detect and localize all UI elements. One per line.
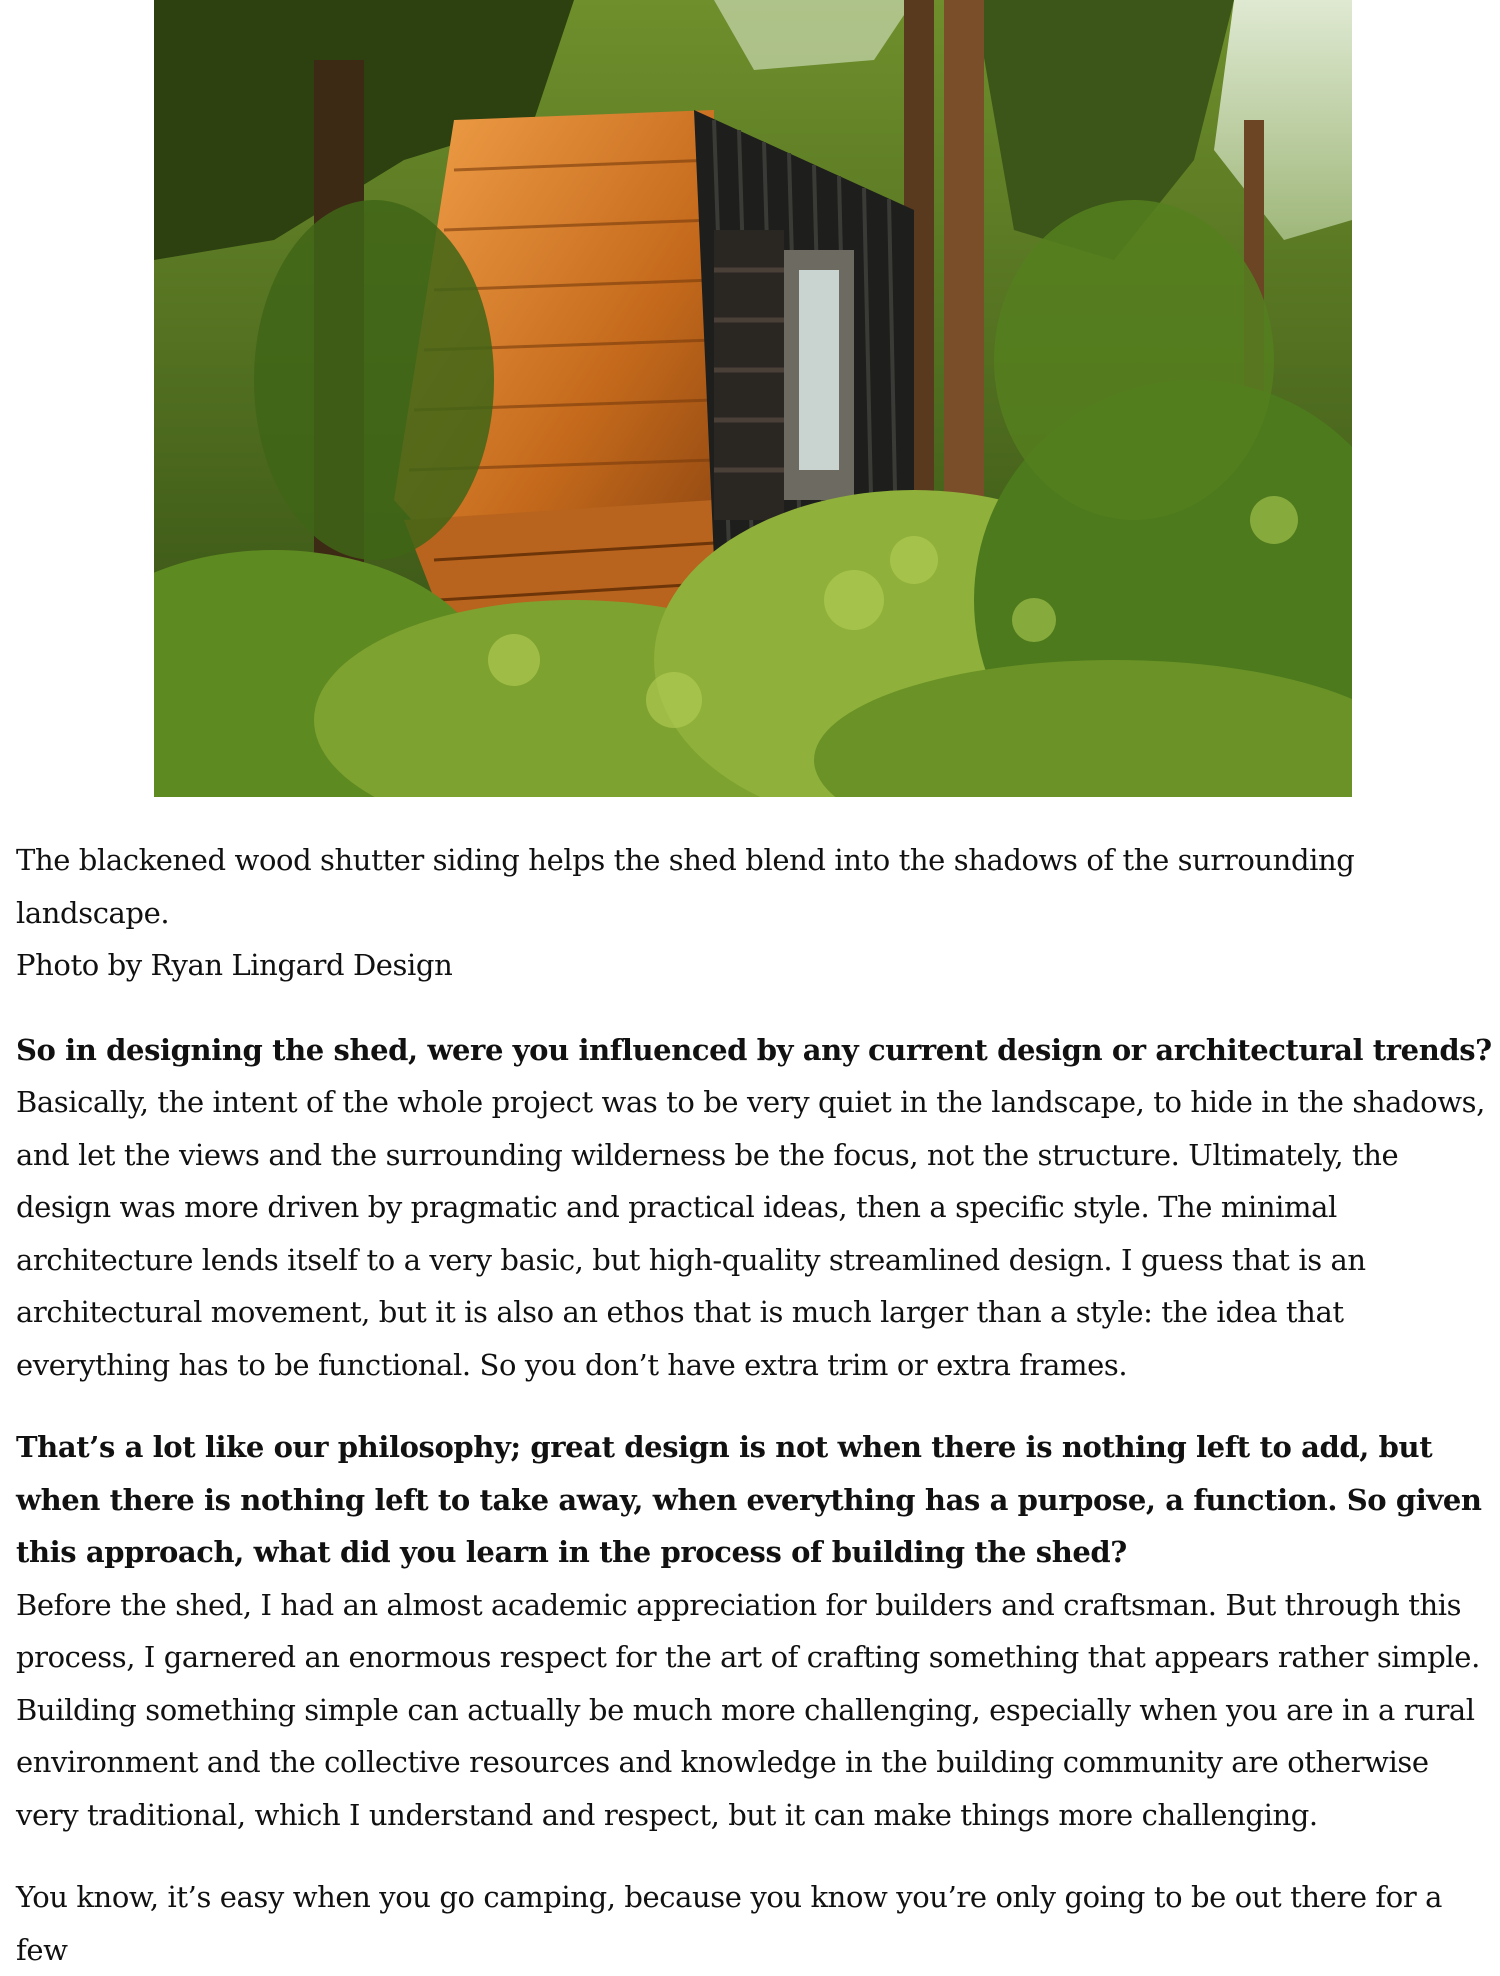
interview-answer-2: Before the shed, I had an almost academic appreciation for builders and craftsman. But through this process, I garnered an enormous respect for the art of crafting something that appears rather simple. Building something simple can actually be much more challenging, especially when you are in a rural environment and the collective resources and knowledge in the building community are otherwise very traditional, which I understand and respect, but it can make things more challenging. xyxy=(16,1587,1480,1832)
forest-shed-photo xyxy=(154,0,1352,797)
forest-shed-illustration xyxy=(154,0,1352,797)
interview-answer-1: Basically, the intent of the whole project was to be very quiet in the landscape, to hide in the shadows, and let the views and the surrounding wilderness be the focus, not the structure. Ultimately, the design was more driven by pragmatic and practical ideas, then a specific style. The minimal architecture lends itself to a very basic, but high-quality streamlined design. I guess that is an architectural movement, but it is also an ethos that is much larger than a style: the idea that everything has to be functional. So you don’t have extra trim or extra frames. xyxy=(16,1085,1485,1382)
interview-question-2: That’s a lot like our philosophy; great design is not when there is nothing left to add, but when there is nothing left to take away, when everything has a purpose, a function. So given this approach, what did you learn in the process of building the shed? xyxy=(16,1430,1482,1569)
trailing-paragraph: You know, it’s easy when you go camping, because you know you’re only going to be out there for a few xyxy=(16,1880,1442,1967)
article-body xyxy=(16,834,1494,1976)
caption-credit: Photo by Ryan Lingard Design xyxy=(16,948,453,982)
interview-question-1: So in designing the shed, were you influenced by any current design or architectural trends? xyxy=(16,1032,1492,1067)
caption-text: The blackened wood shutter siding helps the shed blend into the shadows of the surrounding landscape. xyxy=(16,843,1355,930)
photo-caption xyxy=(16,834,1494,992)
